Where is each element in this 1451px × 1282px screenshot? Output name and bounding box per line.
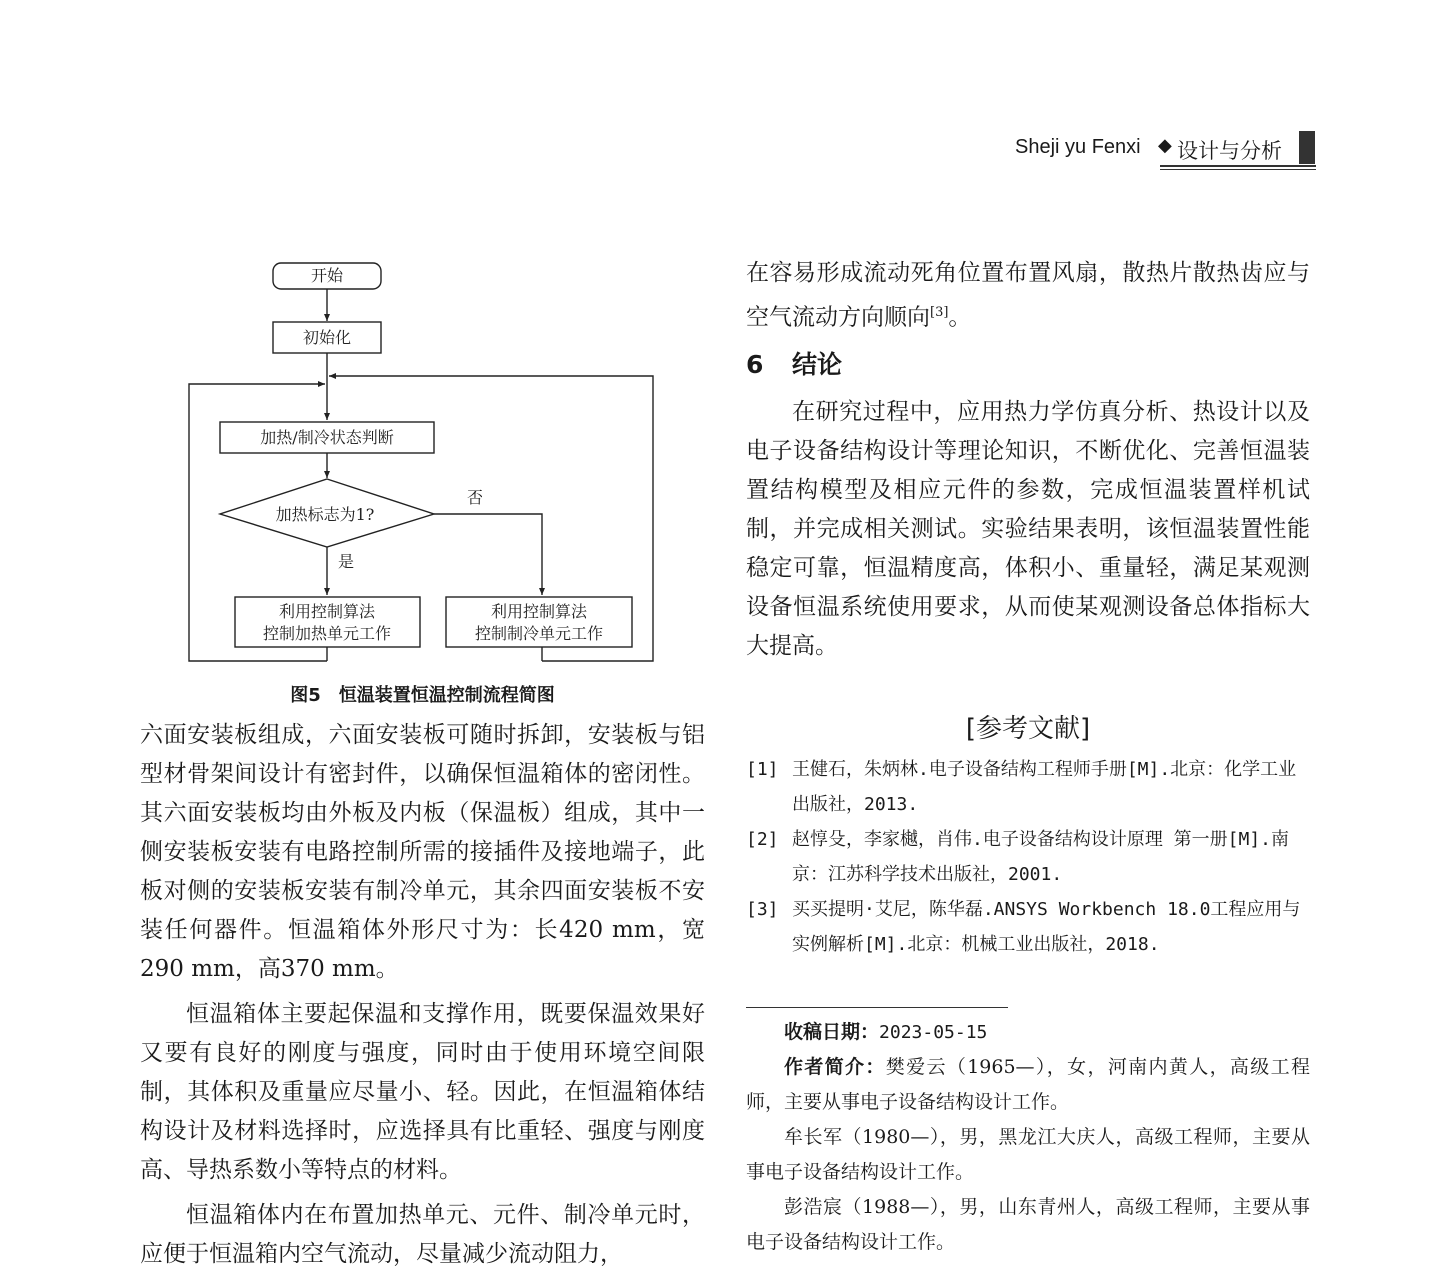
left-paragraph-3: 恒温箱体内在布置加热单元、元件、制冷单元时，应便于恒温箱内空气流动，尽量减少流动阻力， bbox=[140, 1202, 705, 1267]
conclusion-block bbox=[746, 393, 1310, 666]
section-number: 6 bbox=[746, 350, 764, 379]
continuation-text: 在容易形成流动死角位置布置风扇，散热片散热齿应与空气流动方向顺向 bbox=[746, 260, 1310, 331]
flowchart-figure bbox=[180, 255, 670, 675]
header-section-name: 设计与分析 bbox=[1177, 139, 1282, 163]
references-list bbox=[746, 752, 1310, 962]
reference-item bbox=[746, 892, 1310, 962]
flowchart-svg bbox=[180, 255, 670, 675]
left-column bbox=[140, 716, 705, 1274]
left-paragraph-1: 六面安装板组成，六面安装板可随时拆卸，安装板与铝型材骨架间设计有密封件，以确保恒温箱体的密闭性。其六面安装板均由外板及内板（保温板）组成，其中一侧安装板安装有电路控制所需的接插件及接地端子，此板对侧的安装板安装有制冷单元，其余四面安装板不安装任何器件。恒温箱体外形尺寸为：长420 mm，宽290 mm，高370 mm。 bbox=[140, 722, 705, 982]
reference-tag: [2] bbox=[746, 829, 779, 850]
header-latin: Sheji yu Fenxi bbox=[1015, 136, 1141, 158]
diamond-icon: ◆ bbox=[1158, 135, 1172, 156]
author-note-1 bbox=[746, 1050, 1310, 1120]
conclusion-paragraph: 在研究过程中，应用热力学仿真分析、热设计以及电子设备结构设计等理论知识，不断优化、完善恒温装置结构模型及相应元件的参数，完成恒温装置样机试制，并完成相关测试。实验结果表明，该恒温装置性能稳定可靠，恒温精度高，体积小、重量轻，满足某观测设备恒温系统使用要求，从而使某观测设备总体指标大大提高。 bbox=[746, 399, 1310, 659]
continuation-paragraph bbox=[746, 254, 1310, 338]
section-title: 结论 bbox=[792, 350, 843, 379]
flow-judge-label: 加热/制冷状态判断 bbox=[260, 428, 394, 447]
author-note-3: 彭浩宸（1988—），男，山东青州人，高级工程师，主要从事电子设备结构设计工作。 bbox=[746, 1196, 1310, 1253]
reference-item bbox=[746, 822, 1310, 892]
reference-text: 赵惇殳，李家樾，肖伟.电子设备结构设计原理 第一册[M].南京：江苏科学技术出版社，2001. bbox=[792, 829, 1290, 885]
header-rule bbox=[1160, 165, 1316, 167]
flow-decision-label: 加热标志为1? bbox=[275, 505, 375, 524]
flow-cool-label-1: 利用控制算法 bbox=[490, 602, 588, 621]
reference-tag: [1] bbox=[746, 759, 779, 780]
header-bar bbox=[1299, 131, 1315, 164]
author-1: 樊爱云（1965—），女，河南内黄人，高级工程师，主要从事电子设备结构设计工作。 bbox=[746, 1056, 1310, 1113]
section-heading bbox=[746, 345, 842, 381]
references-title: [参考文献] bbox=[965, 714, 1091, 744]
footnote-rule bbox=[746, 1007, 1008, 1008]
citation: [3] bbox=[930, 305, 949, 320]
flow-start-label: 开始 bbox=[310, 266, 344, 285]
author-note-2: 牟长军（1980—），男，黑龙江大庆人，高级工程师，主要从事电子设备结构设计工作。 bbox=[746, 1126, 1310, 1183]
flow-arrow-no bbox=[434, 514, 542, 595]
flow-init-label: 初始化 bbox=[302, 328, 352, 347]
right-column-continuation bbox=[746, 254, 1310, 338]
left-paragraph-2: 恒温箱体主要起保温和支撑作用，既要保温效果好又要有良好的刚度与强度，同时由于使用环境空间限制，其体积及重量应尽量小、轻。因此，在恒温箱体结构设计及材料选择时，应选择具有比重轻、强度与刚度高、导热系数小等特点的材料。 bbox=[140, 1001, 705, 1183]
flow-cool-label-2: 控制制冷单元工作 bbox=[474, 624, 604, 643]
footnotes bbox=[746, 1015, 1310, 1260]
reference-text: 王健石，朱炳林.电子设备结构工程师手册[M].北京：化学工业出版社，2013. bbox=[792, 759, 1297, 815]
reference-text: 买买提明·艾尼，陈华磊.ANSYS Workbench 18.0工程应用与实例解析[M].北京：机械工业出版社，2018. bbox=[792, 899, 1301, 955]
header-rule-thin bbox=[1160, 169, 1316, 170]
reference-item bbox=[746, 752, 1310, 822]
received-date: 2023-05-15 bbox=[879, 1022, 988, 1043]
flow-heat-label-1: 利用控制算法 bbox=[278, 602, 376, 621]
running-header bbox=[1015, 131, 1316, 171]
received-note bbox=[746, 1015, 1310, 1050]
flow-no-label: 否 bbox=[466, 488, 484, 507]
received-label: 收稿日期： bbox=[784, 1021, 880, 1043]
figure-caption: 图5 恒温装置恒温控制流程简图 bbox=[290, 685, 555, 706]
flow-heat-label-2: 控制加热单元工作 bbox=[262, 624, 392, 643]
reference-tag: [3] bbox=[746, 899, 779, 920]
author-label: 作者简介： bbox=[784, 1056, 886, 1078]
continuation-end: 。 bbox=[948, 304, 972, 331]
flow-yes-label: 是 bbox=[337, 552, 355, 571]
